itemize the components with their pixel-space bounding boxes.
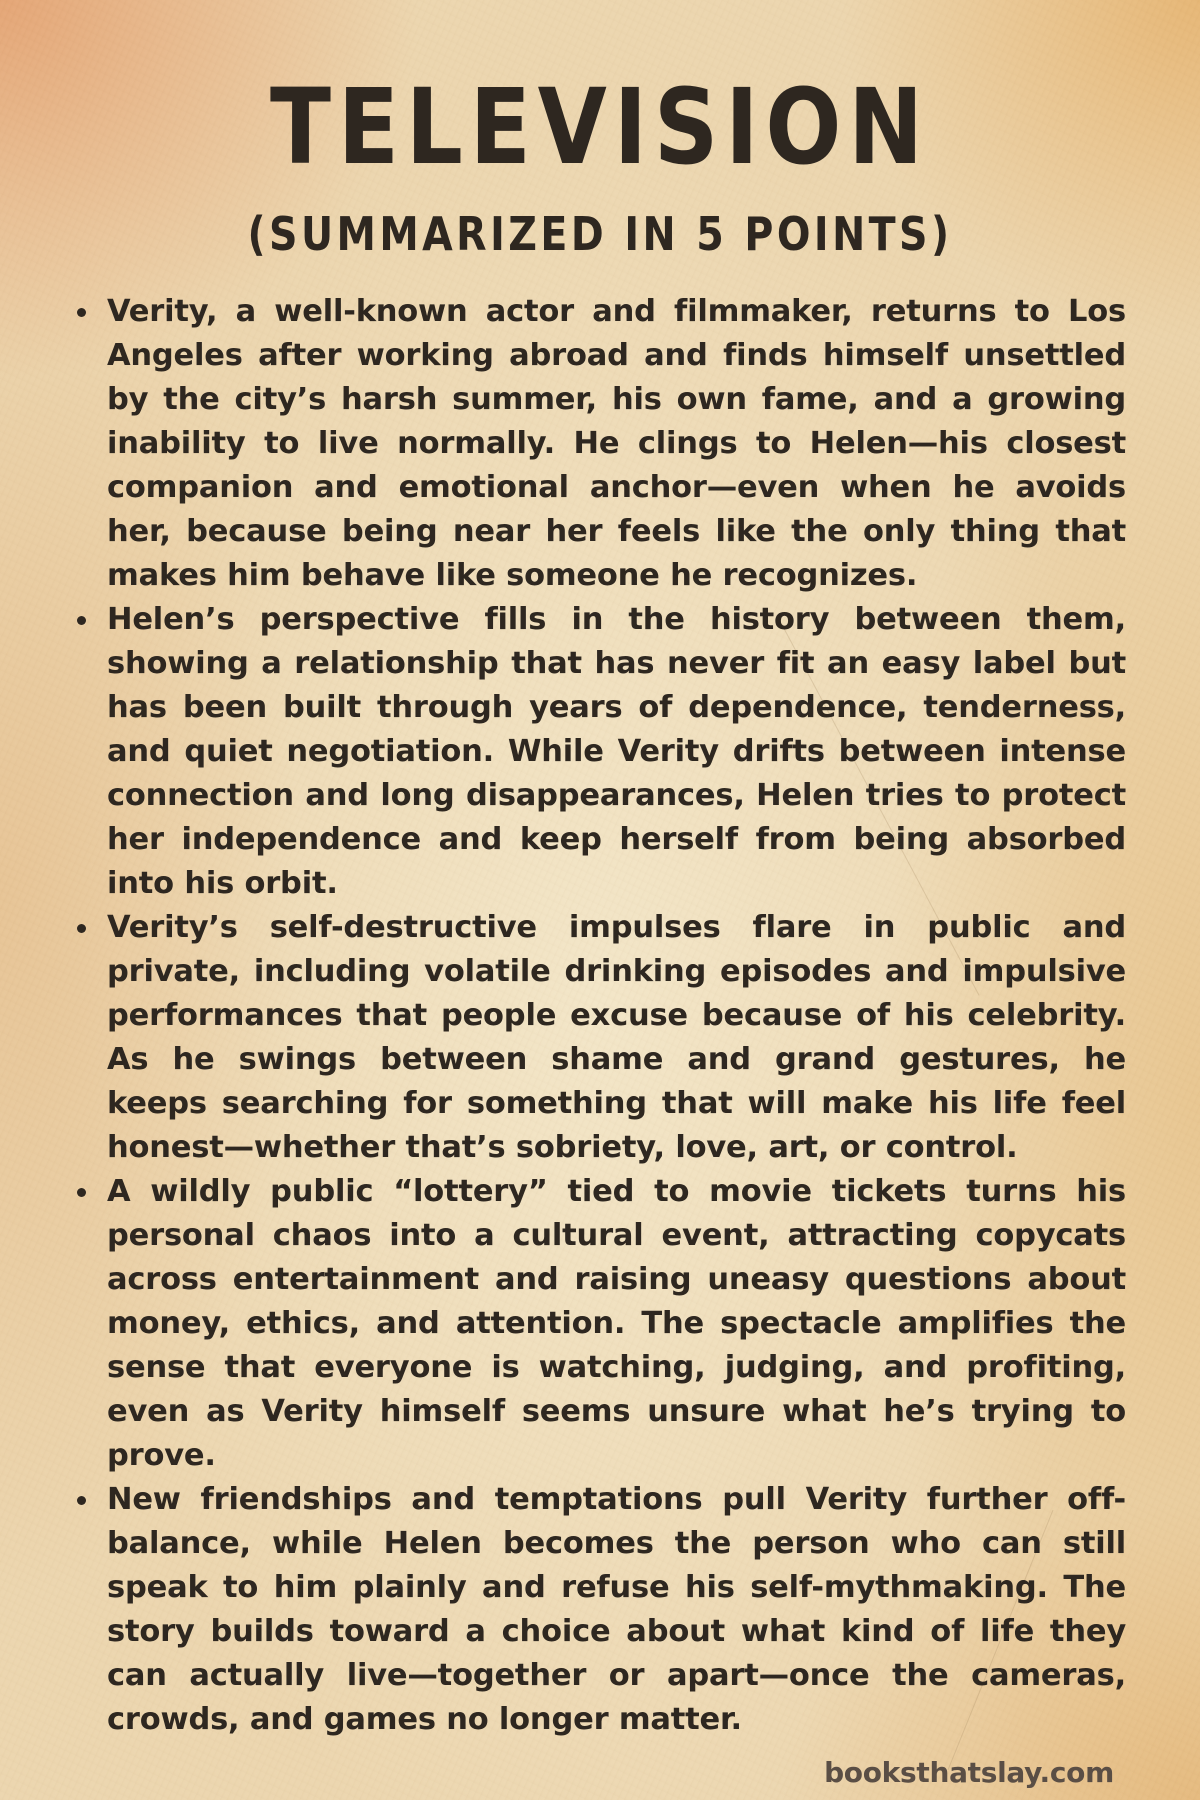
summary-points-list <box>107 290 1126 1742</box>
summary-point <box>107 1478 1126 1742</box>
summary-point <box>107 290 1126 598</box>
summary-point-text: A wildly public “lottery” tied to movie tickets turns his personal chaos into a cultural event, attracting copycats across entertainment and raising uneasy questions about money, ethics, and attention. The spectacle amplifies the sense that everyone is watching, judging, and profiting, even as Verity himself seems unsure what he’s trying to prove. <box>107 1174 1126 1473</box>
page-subtitle: (SUMMARIZED IN 5 POINTS) <box>247 207 953 261</box>
summary-point-text: Helen’s perspective fills in the history between them, showing a relationship that has never fit an easy label but has been built through years of dependence, tenderness, and quiet negotiation. While Verity drifts between intense connection and long disappearances, Helen tries to protect her independence and keep herself from being absorbed into his orbit. <box>107 602 1126 901</box>
bullet-icon <box>77 616 86 625</box>
bullet-icon <box>77 1496 86 1505</box>
page-title: TELEVISION <box>269 66 931 188</box>
bullet-icon <box>77 924 86 933</box>
bullet-icon <box>77 1188 86 1197</box>
bullet-icon <box>77 308 86 317</box>
summary-point-text: Verity, a well-known actor and filmmaker, returns to Los Angeles after working abroad and finds himself unsettled by the city’s harsh summer, his own fame, and a growing inability to live normally. He clings to Helen—his closest companion and emotional anchor—even when he avoids her, because being near her feels like the only thing that makes him behave like someone he recognizes. <box>107 294 1126 593</box>
summary-point-text: Verity’s self-destructive impulses flare in public and private, including volatile drinking episodes and impulsive performances that people excuse because of his celebrity. As he swings between shame and grand gestures, he keeps searching for something that will make his life feel honest—whether that’s sobriety, love, art, or control. <box>107 910 1126 1165</box>
summary-point-text: New friendships and temptations pull Verity further off-balance, while Helen becomes the person who can still speak to him plainly and refuse his self-mythmaking. The story builds toward a choice about what kind of life they can actually live—together or apart—once the cameras, crowds, and games no longer matter. <box>107 1482 1126 1737</box>
summary-point <box>107 598 1126 906</box>
summary-point <box>107 906 1126 1170</box>
site-watermark: booksthatslay.com <box>824 1756 1114 1789</box>
summary-point <box>107 1170 1126 1478</box>
